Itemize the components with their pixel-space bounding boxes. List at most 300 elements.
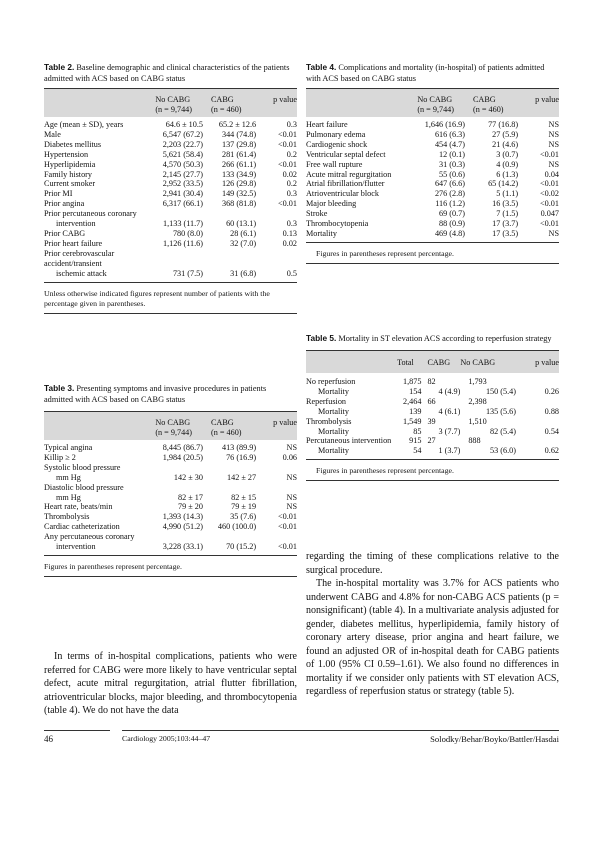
table-cell: Atrioventricular block: [306, 189, 379, 199]
table-cell: 0.3: [286, 189, 297, 199]
table-cell: Current smoker: [44, 179, 96, 189]
running-authors: Solodky/Behar/Boyko/Battler/Hasdai: [430, 734, 559, 744]
table2-header: [44, 88, 297, 117]
table-cell: NS: [548, 159, 559, 169]
table-row: [44, 512, 297, 522]
table-cell: 28 (6.1): [230, 228, 257, 238]
table-row: [306, 407, 559, 417]
table-cell: Hyperlipidemia: [44, 159, 96, 169]
table-cell: 139: [409, 406, 422, 416]
table3: [44, 443, 297, 552]
column-subheader: [264, 105, 297, 115]
table-cell: 1 (3.7): [438, 446, 461, 456]
table-cell: NS: [548, 120, 559, 129]
table-cell: 731 (7.5): [172, 268, 203, 278]
table-cell: 413 (89.9): [221, 443, 257, 452]
table-cell: ischemic attack: [56, 268, 107, 278]
table-cell: 142 ± 27: [227, 472, 257, 482]
table-cell: NS: [286, 492, 297, 502]
table-cell: Percutaneous intervention: [306, 436, 392, 446]
table-row: [44, 463, 297, 473]
table-cell: 27: [427, 436, 436, 446]
table5-caption: Table 5. Mortality in ST elevation ACS according to reperfusion strategy: [306, 333, 552, 343]
table-cell: 616 (6.3): [434, 129, 465, 139]
table-row: [44, 493, 297, 503]
table-cell: 39: [427, 416, 436, 426]
table-cell: No reperfusion: [306, 377, 356, 386]
table-cell: 1,793: [468, 377, 487, 386]
table-cell: 1,133 (11.7): [163, 219, 203, 229]
table-cell: 469 (4.8): [434, 228, 465, 238]
table-row: [306, 199, 559, 209]
table-cell: [264, 483, 297, 493]
table-cell: 0.047: [540, 209, 559, 219]
table-row: [44, 532, 297, 542]
table-cell: [211, 532, 264, 542]
table-cell: intervention: [56, 542, 96, 552]
column-header: [306, 358, 397, 368]
table-cell: 3 (7.7): [438, 426, 461, 436]
table-row: [44, 160, 297, 170]
table-cell: 8,445 (86.7): [162, 443, 203, 452]
table-cell: [516, 436, 559, 446]
table-row: [306, 229, 559, 239]
table-cell: <0.02: [540, 189, 559, 199]
table-row: [44, 209, 297, 219]
table5-block: [306, 333, 559, 481]
column-header: CABG: [472, 95, 496, 104]
table-cell: 31 (6.8): [230, 268, 257, 278]
table-row: [306, 436, 559, 446]
table-cell: 12 (0.1): [439, 149, 465, 159]
table-cell: [211, 249, 264, 259]
column-subheader: [306, 105, 417, 115]
table-cell: 276 (2.8): [434, 189, 465, 199]
table-row: [306, 189, 559, 199]
column-subheader: (n = 460): [472, 104, 504, 114]
column-subheader: (n = 460): [210, 104, 242, 114]
table-row: [306, 387, 559, 397]
table-cell: Thrombocytopenia: [306, 219, 369, 229]
table-row: [44, 219, 297, 229]
table3-block: [44, 383, 297, 577]
column-header: CABG: [427, 358, 451, 367]
table-cell: [155, 463, 211, 473]
table-cell: 17 (3.7): [492, 219, 519, 229]
table-cell: [211, 483, 264, 493]
table-cell: <0.01: [278, 542, 297, 552]
table-cell: Ventricular septal defect: [306, 149, 386, 159]
table-cell: 0.3: [286, 120, 297, 129]
table-row: [44, 170, 297, 180]
table-cell: <0.01: [278, 139, 297, 149]
table-cell: Thrombolysis: [306, 416, 352, 426]
column-header: p value: [535, 95, 559, 104]
table-cell: [516, 377, 559, 387]
table-cell: 2,941 (30.4): [162, 189, 203, 199]
table-cell: mm Hg: [56, 472, 81, 482]
table-row: [306, 377, 559, 387]
table-cell: 2,398: [468, 396, 487, 406]
table4-caption: Table 4. Complications and mortality (in-hospital) of patients admitted with ACS based on CABG status: [306, 62, 545, 83]
table-cell: [264, 249, 297, 259]
table-cell: 66: [427, 396, 436, 406]
table-row: [44, 120, 297, 130]
table-cell: 0.13: [282, 228, 297, 238]
table-cell: [155, 209, 211, 219]
table-cell: <0.01: [278, 522, 297, 532]
table-cell: 21 (4.6): [492, 139, 519, 149]
table-cell: 0.54: [544, 426, 559, 436]
table5-header: [306, 350, 559, 373]
table-cell: 1,549: [403, 416, 422, 426]
table-row: [306, 140, 559, 150]
table4-label: Table 4.: [306, 62, 337, 72]
table-cell: Male: [44, 129, 61, 139]
table2-label: Table 2.: [44, 62, 75, 72]
table-cell: <0.01: [540, 149, 559, 159]
table-row: [44, 199, 297, 209]
column-subheader: (n = 9,744): [417, 104, 454, 114]
table-cell: NS: [286, 502, 297, 512]
table-row: [306, 120, 559, 130]
table-cell: 85: [413, 426, 422, 436]
table-cell: Prior cerebrovascular: [44, 248, 115, 258]
table-row: [44, 150, 297, 160]
table-cell: 82 ± 15: [231, 492, 257, 502]
table-cell: 0.88: [544, 406, 559, 416]
table-cell: 0.5: [286, 268, 297, 278]
table-cell: <0.01: [278, 159, 297, 169]
table-cell: Prior angina: [44, 199, 85, 209]
table-cell: Acute mitral regurgitation: [306, 169, 392, 179]
table-row: [44, 443, 297, 453]
table-row: [306, 417, 559, 427]
table-cell: <0.01: [540, 179, 559, 189]
table-cell: 1,984 (20.5): [162, 452, 203, 462]
table-cell: [516, 417, 559, 427]
table-cell: intervention: [56, 219, 96, 229]
table-cell: 76 (16.9): [226, 452, 257, 462]
table-cell: NS: [286, 472, 297, 482]
table-cell: 16 (3.5): [492, 199, 519, 209]
column-header: p value: [273, 418, 297, 427]
table-row: [44, 453, 297, 463]
table-cell: Typical angina: [44, 443, 93, 452]
table-cell: 368 (81.8): [221, 199, 257, 209]
table-cell: 137 (29.8): [221, 139, 257, 149]
table-cell: Thrombolysis: [44, 512, 90, 522]
table-cell: [264, 259, 297, 269]
table-cell: [155, 259, 211, 269]
column-subheader: [526, 105, 559, 115]
column-header: No CABG: [417, 95, 453, 104]
column-header: [44, 418, 155, 428]
table-cell: 82 ± 17: [178, 492, 203, 502]
table-cell: accident/transient: [44, 258, 102, 268]
table-row: [306, 130, 559, 140]
column-subheader: [44, 428, 155, 438]
table-row: [44, 502, 297, 512]
table-cell: NS: [548, 228, 559, 238]
table-cell: 281 (61.4): [221, 149, 257, 159]
table-cell: 0.06: [282, 452, 297, 462]
table-row: [306, 219, 559, 229]
table-cell: Mortality: [318, 446, 349, 456]
right-body-paragraph-1: regarding the timing of these complications relative to the surgical procedure.: [306, 551, 559, 576]
table-cell: Pulmonary edema: [306, 129, 366, 139]
table-cell: 142 ± 30: [173, 472, 203, 482]
column-header: No CABG: [460, 358, 496, 367]
table-cell: Prior MI: [44, 189, 73, 199]
column-subheader: (n = 460): [210, 427, 242, 437]
table-cell: 1,646 (16.9): [424, 120, 465, 129]
table3-caption: Table 3. Presenting symptoms and invasive procedures in patients admitted with ACS based on CABG status: [44, 383, 267, 404]
table-cell: 82 (5.4): [490, 426, 516, 436]
table-cell: 17 (3.5): [492, 228, 519, 238]
table-cell: 888: [468, 436, 481, 446]
table5-label: Table 5.: [306, 333, 337, 343]
table-row: [306, 150, 559, 160]
table-cell: 27 (5.9): [492, 129, 519, 139]
column-header: p value: [273, 95, 297, 104]
table-cell: 65.2 ± 12.6: [218, 120, 257, 129]
table5-note: Figures in parentheses represent percentage.: [316, 466, 454, 476]
page-number: 46: [44, 734, 53, 744]
table-cell: [211, 209, 264, 219]
column-header: CABG: [210, 418, 234, 427]
table-row: [44, 249, 297, 259]
table3-label: Table 3.: [44, 383, 75, 393]
table-cell: 0.2: [286, 179, 297, 189]
table-cell: Prior percutaneous coronary: [44, 209, 137, 219]
table-cell: 77 (16.8): [488, 120, 519, 129]
column-header: No CABG: [155, 95, 191, 104]
table-row: [306, 170, 559, 180]
table-cell: [264, 463, 297, 473]
column-header: [44, 95, 155, 105]
table-row: [44, 522, 297, 532]
table-cell: Free wall rupture: [306, 159, 363, 169]
table-row: [44, 179, 297, 189]
table2-block: [44, 62, 297, 314]
table5: [306, 377, 559, 456]
table-cell: 4,990 (51.2): [162, 522, 203, 532]
table-cell: [211, 259, 264, 269]
table-row: [306, 397, 559, 407]
table-cell: 116 (1.2): [435, 199, 465, 209]
table-row: [44, 189, 297, 199]
table-cell: Heart rate, beats/min: [44, 502, 113, 512]
table4-header: [306, 88, 559, 117]
table-row: [44, 229, 297, 239]
table4-block: [306, 62, 559, 264]
table-cell: 79 ± 20: [178, 502, 203, 512]
table-row: [44, 542, 297, 552]
table-cell: [155, 483, 211, 493]
table-cell: 88 (0.9): [439, 219, 465, 229]
table-cell: Age (mean ± SD), years: [44, 120, 124, 129]
table-cell: 266 (61.1): [221, 159, 257, 169]
table-cell: 6,547 (67.2): [162, 129, 203, 139]
table-cell: 5,621 (58.4): [162, 149, 203, 159]
column-header: p value: [535, 358, 559, 367]
table2: [44, 120, 297, 279]
table-cell: 149 (32.5): [221, 189, 257, 199]
table-cell: 79 ± 19: [231, 502, 257, 512]
table-cell: 6 (1.3): [496, 169, 519, 179]
table-cell: Prior CABG: [44, 228, 86, 238]
table-cell: 4,570 (50.3): [162, 159, 203, 169]
table-cell: Diabetes mellitus: [44, 139, 102, 149]
table-cell: 454 (4.7): [434, 139, 465, 149]
table-cell: 70 (15.2): [226, 542, 257, 552]
table-cell: 54: [413, 446, 422, 456]
table-cell: mm Hg: [56, 492, 81, 502]
table-cell: 82: [427, 377, 436, 386]
table-cell: 126 (29.8): [221, 179, 257, 189]
table-cell: <0.01: [540, 219, 559, 229]
table-cell: 7 (1.5): [496, 209, 519, 219]
table-cell: 0.04: [544, 169, 559, 179]
table4-note: Figures in parentheses represent percentage.: [316, 248, 454, 258]
table-row: [306, 446, 559, 456]
table-cell: 1,126 (11.6): [163, 238, 203, 248]
table-cell: 150 (5.4): [485, 386, 516, 396]
table-cell: Hypertension: [44, 149, 89, 159]
table-cell: 135 (5.6): [485, 406, 516, 416]
table-cell: 4 (6.1): [438, 406, 461, 416]
table-cell: 647 (6.6): [434, 179, 465, 189]
table-cell: <0.01: [278, 512, 297, 522]
table-cell: 0.26: [544, 386, 559, 396]
table3-note: Figures in parentheses represent percentage.: [44, 561, 182, 571]
table-row: [44, 130, 297, 140]
table-cell: [516, 397, 559, 407]
table-cell: 3 (0.7): [496, 149, 519, 159]
table-cell: <0.01: [278, 129, 297, 139]
table-cell: 60 (13.1): [226, 219, 257, 229]
table-cell: 1,393 (14.3): [162, 512, 203, 522]
table-row: [306, 160, 559, 170]
table-cell: 69 (0.7): [439, 209, 465, 219]
table4: [306, 120, 559, 239]
table-cell: [155, 532, 211, 542]
table-cell: Reperfusion: [306, 396, 347, 406]
column-subheader: [264, 428, 297, 438]
table-row: [306, 179, 559, 189]
table-cell: 32 (7.0): [230, 238, 257, 248]
left-body-text: In terms of in-hospital complications, patients who were referred for CABG were more likely to have ventricular septal defect, acute mitral regurgitation, atrial flutter fibrillation, atrioventricular blocks, major bleeding, and thrombocytopenia (table 4). We do not have the data: [44, 651, 297, 716]
table-cell: 55 (0.6): [439, 169, 465, 179]
column-header: CABG: [210, 95, 234, 104]
table-row: [44, 483, 297, 493]
table-cell: 65 (14.2): [488, 179, 519, 189]
table-cell: [211, 463, 264, 473]
table2-caption: Table 2. Baseline demographic and clinical characteristics of the patients admitted with ACS based on CABG status: [44, 62, 290, 83]
column-header: Total: [397, 358, 414, 367]
journal-citation: Cardiology 2005;103:44–47: [122, 734, 211, 743]
table-cell: 35 (7.6): [230, 512, 257, 522]
table-cell: Killip ≥ 2: [44, 452, 76, 462]
table-cell: 154: [409, 386, 422, 396]
table-cell: Cardiogenic shock: [306, 139, 368, 149]
table-cell: <0.01: [540, 199, 559, 209]
table-cell: 53 (6.0): [490, 446, 516, 456]
right-body-text: [306, 550, 559, 699]
table-cell: 2,203 (22.7): [162, 139, 203, 149]
column-subheader: (n = 9,744): [155, 104, 192, 114]
table-cell: 0.2: [286, 149, 297, 159]
table-cell: Cardiac catheterization: [44, 522, 120, 532]
right-body-paragraph-2: The in-hospital mortality was 3.7% for ACS patients who underwent CABG and 4.8% for non-CABG ACS patients (p = nonsignificant) (table 4). In a multivariate analysis adjusted for gender, diabetes mellitus, hyperlipidemia, family history of coronary artery disease, prior angina and heart failure, we found an adjusted OR of in-hospital death for CABG patients of 1.00 (95% CI 0.59–1.61). We also found no differences in mortality if we consider only patients with ST elevation ACS, regardless of reperfusion status or strategy (table 5).: [306, 578, 559, 697]
table2-note: Unless otherwise indicated figures represent number of patients with the percentage given in parentheses.: [44, 288, 270, 308]
table-cell: 3,228 (33.1): [162, 542, 203, 552]
table3-header: [44, 411, 297, 440]
table-cell: 0.02: [282, 169, 297, 179]
table-cell: Systolic blood pressure: [44, 462, 121, 472]
footer: [44, 730, 559, 744]
table-cell: 2,464: [403, 396, 422, 406]
table-cell: [264, 532, 297, 542]
table-cell: Family history: [44, 169, 92, 179]
table-cell: <0.01: [278, 199, 297, 209]
table-cell: Diastolic blood pressure: [44, 482, 124, 492]
table-row: [44, 259, 297, 269]
table-cell: Mortality: [318, 406, 349, 416]
table-cell: Mortality: [318, 426, 349, 436]
table-row: [44, 473, 297, 483]
table-cell: 0.62: [544, 446, 559, 456]
table-cell: 2,145 (27.7): [162, 169, 203, 179]
table-cell: 344 (74.8): [221, 129, 257, 139]
column-header: No CABG: [155, 418, 191, 427]
table-cell: 780 (8.0): [172, 228, 203, 238]
table-cell: 1,510: [468, 416, 487, 426]
table-cell: NS: [286, 443, 297, 452]
table-cell: Mortality: [306, 228, 337, 238]
table-cell: 2,952 (33.5): [162, 179, 203, 189]
table-row: [306, 209, 559, 219]
table-cell: Mortality: [318, 386, 349, 396]
table-cell: 5 (1.1): [496, 189, 519, 199]
table-cell: 133 (34.9): [221, 169, 257, 179]
table-cell: Heart failure: [306, 120, 348, 129]
table-cell: NS: [548, 139, 559, 149]
table-cell: 4 (4.9): [438, 386, 461, 396]
table-cell: 31 (0.3): [439, 159, 465, 169]
table-cell: Atrial fibrillation/flutter: [306, 179, 385, 189]
table-cell: [264, 209, 297, 219]
table-cell: [155, 249, 211, 259]
table-row: [44, 269, 297, 279]
column-header: [306, 95, 417, 105]
table-cell: Prior heart failure: [44, 238, 103, 248]
column-subheader: (n = 9,744): [155, 427, 192, 437]
table-cell: Major bleeding: [306, 199, 357, 209]
table-cell: 4 (0.9): [496, 159, 519, 169]
table-row: [44, 239, 297, 249]
table-cell: Stroke: [306, 209, 328, 219]
table-cell: NS: [548, 129, 559, 139]
table-cell: 0.3: [286, 219, 297, 229]
table-cell: 1,875: [403, 377, 422, 386]
table-row: [44, 140, 297, 150]
table-cell: 0.02: [282, 238, 297, 248]
column-subheader: [44, 105, 155, 115]
table-cell: Any percutaneous coronary: [44, 532, 135, 542]
table-row: [306, 427, 559, 437]
